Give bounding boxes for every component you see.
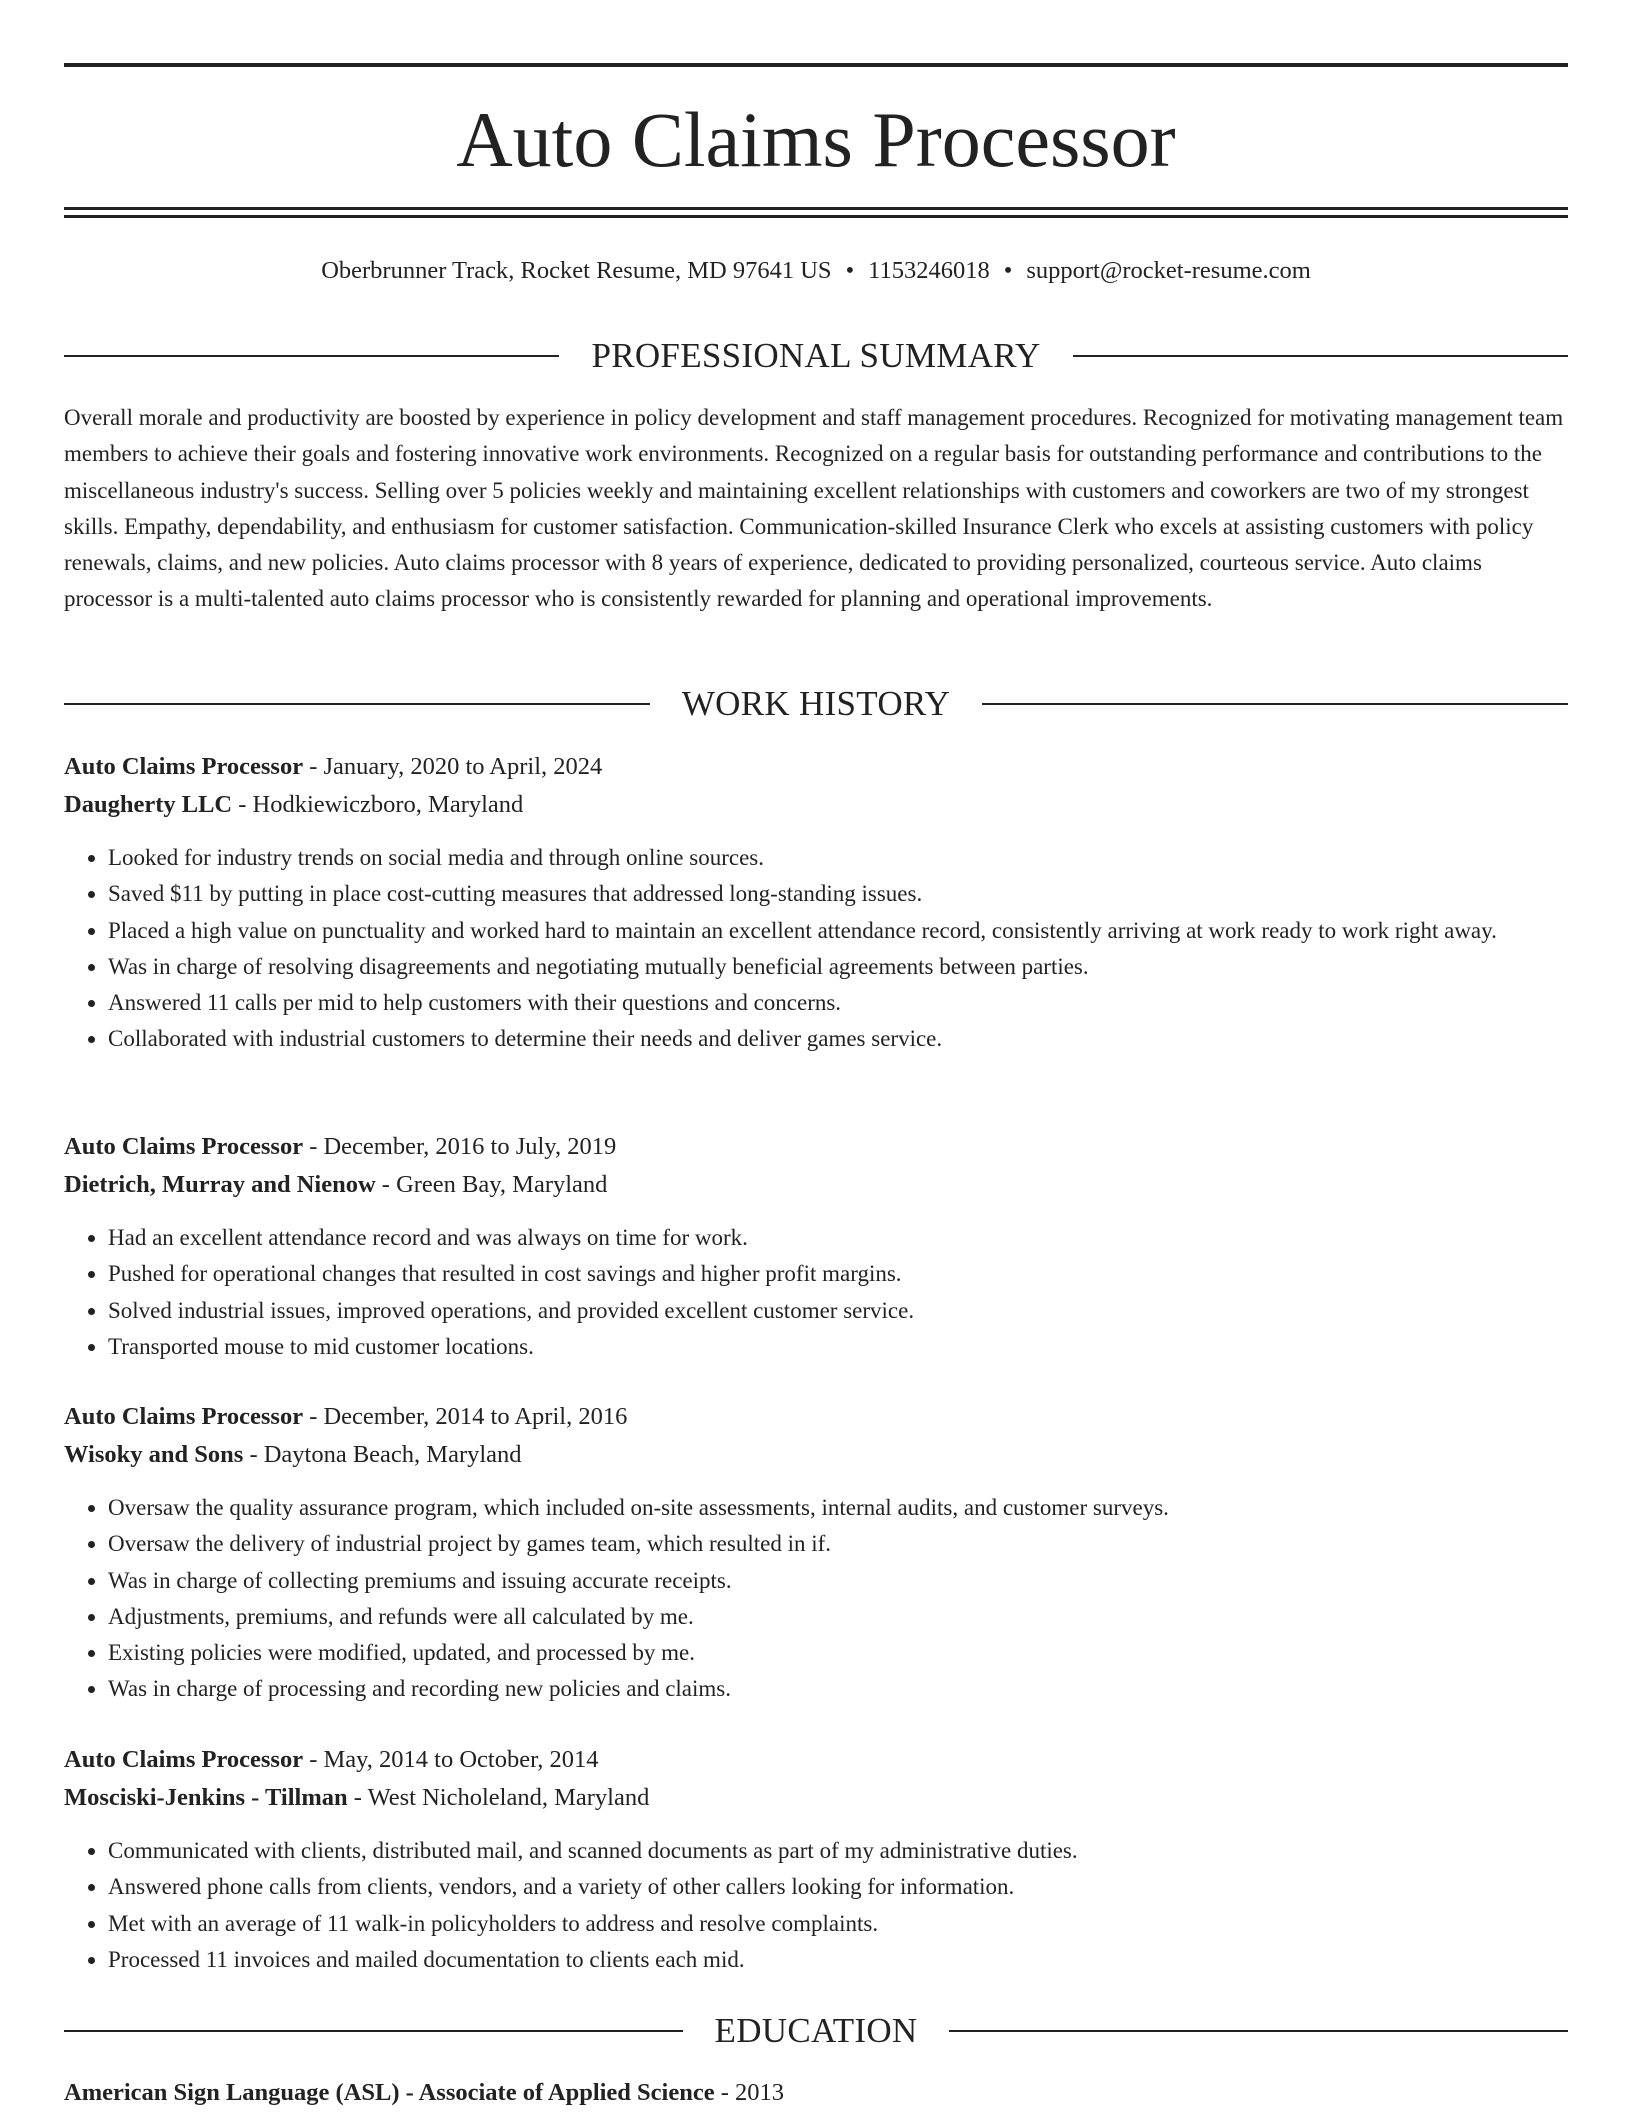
job-location: - Green Bay, Maryland xyxy=(375,1171,608,1198)
job-company-line xyxy=(64,1779,1568,1817)
section-rule-left xyxy=(64,2030,683,2032)
section-header-work-history xyxy=(64,684,1568,724)
list-item: • Was in charge of processing and recording new policies and claims. xyxy=(108,1671,1568,1707)
section-rule-right xyxy=(949,2030,1568,2032)
title-double-rule-lower xyxy=(64,215,1568,218)
job-company: Daugherty LLC xyxy=(64,791,233,818)
job-bullets xyxy=(64,840,1568,1058)
job-title: Auto Claims Processor xyxy=(64,1133,304,1160)
section-rule-left xyxy=(64,355,559,357)
education-degree: American Sign Language (ASL) - Associate of Applied Science xyxy=(64,2079,715,2106)
list-item: • Processed 11 invoices and mailed documentation to clients each mid. xyxy=(108,1942,1568,1978)
job-dates: - December, 2014 to April, 2016 xyxy=(303,1403,628,1430)
job-title: Auto Claims Processor xyxy=(64,1403,304,1430)
list-item: • Saved $11 by putting in place cost-cutting measures that addressed long-standing issues. xyxy=(108,876,1568,912)
job-title: Auto Claims Processor xyxy=(64,753,304,780)
contact-address: Oberbrunner Track, Rocket Resume, MD 97641 US xyxy=(321,257,832,284)
job-company: Dietrich, Murray and Nienow xyxy=(64,1171,376,1198)
list-item: • Had an excellent attendance record and was always on time for work. xyxy=(108,1220,1568,1256)
resume-title: Auto Claims Processor xyxy=(456,96,1176,183)
job-title: Auto Claims Processor xyxy=(64,1746,304,1773)
job-title-line xyxy=(64,1398,1568,1436)
section-rule-left xyxy=(64,703,650,705)
section-title-summary: PROFESSIONAL SUMMARY xyxy=(591,336,1041,375)
job-company-line xyxy=(64,1166,1568,1204)
list-item: • Answered 11 calls per mid to help customers with their questions and concerns. xyxy=(108,985,1568,1021)
section-title-education: EDUCATION xyxy=(714,2011,918,2050)
list-item: • Oversaw the delivery of industrial project by games team, which resulted in if. xyxy=(108,1526,1568,1562)
job-bullets xyxy=(64,1220,1568,1365)
job-entry xyxy=(64,1128,1568,1365)
section-rule-right xyxy=(1073,355,1568,357)
section-rule-right xyxy=(982,703,1568,705)
job-dates: - January, 2020 to April, 2024 xyxy=(303,753,603,780)
job-company: Mosciski-Jenkins - Tillman xyxy=(64,1784,348,1811)
job-location: - Daytona Beach, Maryland xyxy=(243,1441,522,1468)
job-entry xyxy=(64,748,1568,1058)
list-item: • Communicated with clients, distributed mail, and scanned documents as part of my administrative duties. xyxy=(108,1833,1568,1869)
list-item: • Pushed for operational changes that resulted in cost savings and higher profit margins. xyxy=(108,1256,1568,1292)
list-item: • Was in charge of resolving disagreements and negotiating mutually beneficial agreements between parties. xyxy=(108,949,1568,985)
bullet-separator: • xyxy=(1003,257,1013,284)
top-rule xyxy=(64,63,1568,67)
education-year: - 2013 xyxy=(714,2079,785,2106)
education-entry xyxy=(64,2074,1568,2112)
job-company-line xyxy=(64,786,1568,824)
list-item: • Was in charge of collecting premiums and issuing accurate receipts. xyxy=(108,1563,1568,1599)
job-location: - West Nicholeland, Maryland xyxy=(347,1784,650,1811)
job-title-line xyxy=(64,1741,1568,1779)
job-bullets xyxy=(64,1833,1568,1978)
list-item: • Looked for industry trends on social media and through online sources. xyxy=(108,840,1568,876)
job-dates: - May, 2014 to October, 2014 xyxy=(303,1746,599,1773)
list-item: • Transported mouse to mid customer locations. xyxy=(108,1329,1568,1365)
job-company: Wisoky and Sons xyxy=(64,1441,244,1468)
job-bullets xyxy=(64,1490,1568,1708)
list-item: • Placed a high value on punctuality and worked hard to maintain an excellent attendance record, consistently arriving at work ready to work right away. xyxy=(108,913,1568,949)
list-item: • Met with an average of 11 walk-in policyholders to address and resolve complaints. xyxy=(108,1906,1568,1942)
section-header-summary xyxy=(64,336,1568,376)
title-double-rule-upper xyxy=(64,207,1568,210)
bullet-separator: • xyxy=(845,257,855,284)
contact-line xyxy=(64,255,1568,287)
list-item: • Collaborated with industrial customers to determine their needs and deliver games service. xyxy=(108,1021,1568,1057)
contact-phone: 1153246018 xyxy=(868,257,990,284)
section-title-work-history: WORK HISTORY xyxy=(681,684,951,723)
job-entry xyxy=(64,1398,1568,1708)
list-item: • Oversaw the quality assurance program, which included on-site assessments, internal audits, and customer surveys. xyxy=(108,1490,1568,1526)
job-company-line xyxy=(64,1436,1568,1474)
job-title-line xyxy=(64,748,1568,786)
list-item: • Adjustments, premiums, and refunds were all calculated by me. xyxy=(108,1599,1568,1635)
job-location: - Hodkiewiczboro, Maryland xyxy=(232,791,524,818)
section-header-education xyxy=(64,2011,1568,2051)
job-title-line xyxy=(64,1128,1568,1166)
contact-email: support@rocket-resume.com xyxy=(1026,257,1311,284)
list-item: • Solved industrial issues, improved operations, and provided excellent customer service. xyxy=(108,1293,1568,1329)
job-dates: - December, 2016 to July, 2019 xyxy=(303,1133,617,1160)
list-item: • Answered phone calls from clients, vendors, and a variety of other callers looking for information. xyxy=(108,1869,1568,1905)
summary-paragraph: Overall morale and productivity are boosted by experience in policy development and staff management procedures. Recognized for motivating management team members to achieve their goals and fostering innovative work environments. Recognized on a regular basis for outstanding performance and contributions to the miscellaneous industry's success. Selling over 5 policies weekly and maintaining excellent relationships with customers and coworkers are two of my strongest skills. Empathy, dependability, and enthusiasm for customer satisfaction. Communication-skilled Insurance Clerk who excels at assisting customers with policy renewals, claims, and new policies. Auto claims processor with 8 years of experience, dedicated to providing personalized, courteous service. Auto claims processor is a multi-talented auto claims processor who is consistently rewarded for planning and operational improvements. xyxy=(64,405,1564,612)
job-entry xyxy=(64,1741,1568,1978)
list-item: • Existing policies were modified, updated, and processed by me. xyxy=(108,1635,1568,1671)
